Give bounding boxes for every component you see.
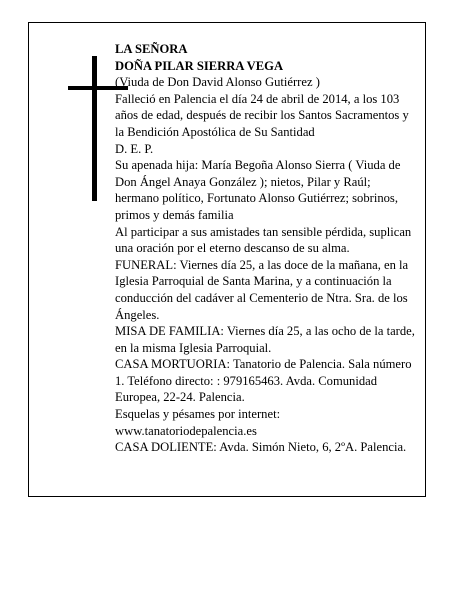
- deceased-title: LA SEÑORA: [115, 42, 188, 56]
- family-paragraph: Su apenada hija: María Begoña Alonso Sierra ( Viuda de Don Ángel Anaya González ); nietos, Pilar y Raúl; hermano político, Fortunato Alonso Gutiérrez; sobrinos, primos y demás familia: [115, 158, 401, 222]
- death-announcement: Falleció en Palencia el día 24 de abril de 2014, a los 103 años de edad, después de recibir los Santos Sacramentos y la Bendición Apostólica de Su Santidad: [115, 91, 409, 139]
- online-condolences-label: Esquelas y pésames por internet:: [115, 407, 281, 422]
- mortuary-info: CASA MORTUORIA: Tanatorio de Palencia. Sala número 1. Teléfono directo: : 979165463. Avda. Comunidad Europea, 22-24. Palencia.: [115, 357, 412, 405]
- rip-line: D. E. P.: [115, 141, 154, 156]
- website-link[interactable]: www.tanatoriodepalencia.es: [115, 423, 257, 438]
- family-mass-info: MISA DE FAMILIA: Viernes día 25, a las ocho de la tarde, en la misma Iglesia Parroquial.: [115, 324, 415, 355]
- obituary-text: [115, 41, 417, 456]
- obituary-notice: [28, 22, 426, 497]
- widow-line: (Viuda de Don David Alonso Gutiérrez ): [115, 75, 320, 90]
- prayer-request: Al participar a sus amistades tan sensible pérdida, suplican una oración por el eterno descanso de su alma.: [115, 224, 412, 256]
- deceased-name: DOÑA PILAR SIERRA VEGA: [115, 58, 284, 73]
- mourning-house-info: CASA DOLIENTE: Avda. Simón Nieto, 6, 2ºA. Palencia.: [115, 440, 407, 455]
- funeral-info: FUNERAL: Viernes día 25, a las doce de la mañana, en la Iglesia Parroquial de Santa Marina, y a continuación la conducción del cadáver al Cementerio de Ntra. Sra. de los Ángeles.: [115, 257, 409, 322]
